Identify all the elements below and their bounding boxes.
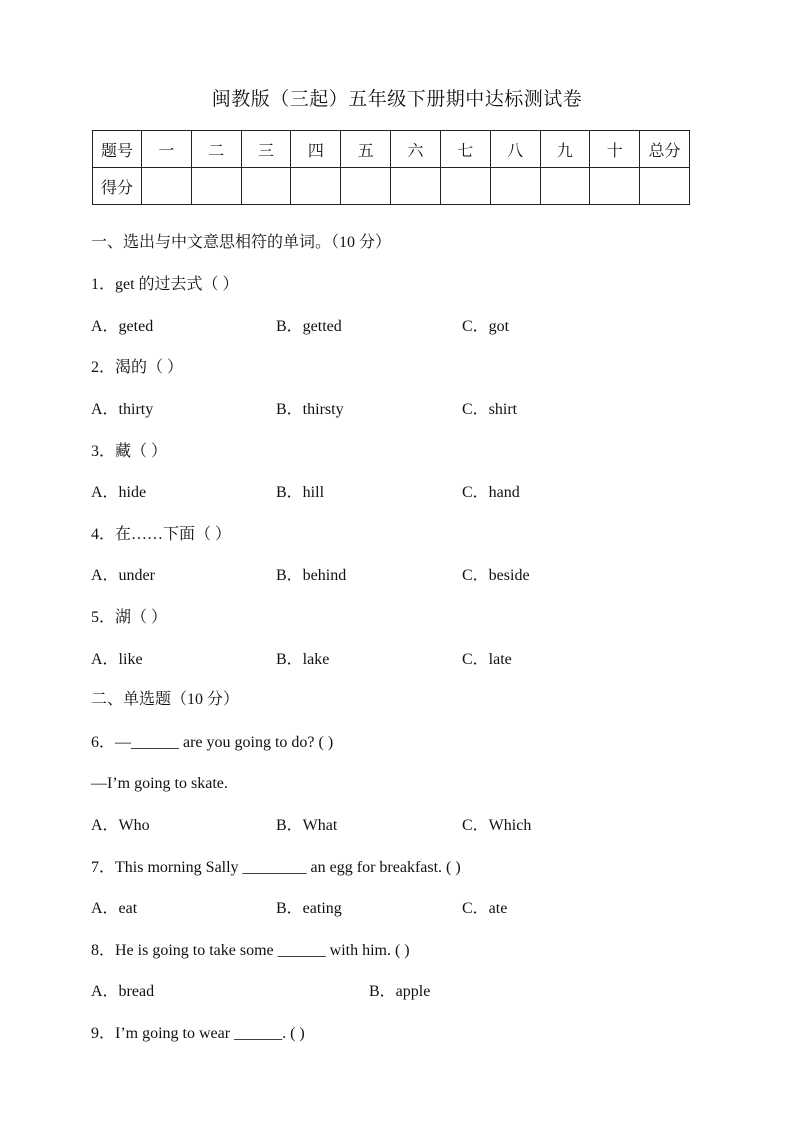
option-b[interactable]: B．What	[276, 817, 338, 834]
score-cell[interactable]	[440, 168, 490, 205]
question-stem: 2．渴的（ ）	[91, 359, 184, 376]
section-heading: 一、选出与中文意思相符的单词。（10 分）	[91, 234, 392, 251]
score-header-cell: 七	[440, 131, 490, 168]
score-cell[interactable]	[191, 168, 241, 205]
question-stem: 9．I’m going to wear ______. ( )	[91, 1025, 305, 1042]
option-b[interactable]: B．behind	[276, 567, 347, 584]
score-table	[92, 130, 690, 205]
option-b[interactable]: B．getted	[276, 318, 342, 335]
option-a[interactable]: A．geted	[91, 318, 154, 335]
option-b[interactable]: B．thirsty	[276, 401, 344, 418]
score-header-cell: 五	[341, 131, 391, 168]
score-cell[interactable]	[490, 168, 540, 205]
score-cell[interactable]	[391, 168, 441, 205]
option-a[interactable]: A．bread	[91, 983, 155, 1000]
question-stem: 5．湖（ ）	[91, 609, 168, 626]
option-c[interactable]: C．Which	[462, 817, 532, 834]
option-c[interactable]: C．got	[462, 318, 510, 335]
option-c[interactable]: C．shirt	[462, 401, 518, 418]
option-b[interactable]: B．eating	[276, 900, 342, 917]
score-header-cell: 四	[291, 131, 341, 168]
question-stem: 6．—______ are you going to do? ( )	[91, 734, 334, 751]
score-header-cell: 八	[490, 131, 540, 168]
question-stem: 8．He is going to take some ______ with him. ( )	[91, 942, 410, 959]
score-header-cell: 二	[191, 131, 241, 168]
question-stem: 7．This morning Sally ________ an egg for breakfast. ( )	[91, 859, 461, 876]
score-header-cell: 一	[142, 131, 192, 168]
question-stem: 4．在……下面（ ）	[91, 526, 232, 543]
score-cell[interactable]	[142, 168, 192, 205]
score-table-header-row	[93, 131, 690, 168]
score-cell[interactable]	[341, 168, 391, 205]
score-header-cell: 总分	[640, 131, 690, 168]
score-header-cell: 十	[590, 131, 640, 168]
option-c[interactable]: C．late	[462, 651, 512, 668]
option-a[interactable]: A．under	[91, 567, 155, 584]
score-header-cell: 六	[391, 131, 441, 168]
score-header-cell: 三	[241, 131, 291, 168]
answer-line: —I’m going to skate.	[91, 775, 228, 792]
score-cell[interactable]	[241, 168, 291, 205]
score-header-cell: 题号	[93, 131, 142, 168]
option-c[interactable]: C．ate	[462, 900, 508, 917]
score-header-cell: 九	[540, 131, 590, 168]
option-a[interactable]: A．like	[91, 651, 143, 668]
option-a[interactable]: A．eat	[91, 900, 138, 917]
option-b[interactable]: B．hill	[276, 484, 325, 501]
option-a[interactable]: A．Who	[91, 817, 150, 834]
option-c[interactable]: C．beside	[462, 567, 530, 584]
section-heading: 二、单选题（10 分）	[91, 691, 240, 708]
option-a[interactable]: A．thirty	[91, 401, 154, 418]
option-b[interactable]: B．lake	[276, 651, 330, 668]
option-a[interactable]: A．hide	[91, 484, 147, 501]
score-table-score-row	[93, 168, 690, 205]
score-cell[interactable]	[640, 168, 690, 205]
score-cell[interactable]	[291, 168, 341, 205]
score-cell[interactable]	[590, 168, 640, 205]
question-stem: 3．藏（ ）	[91, 443, 168, 460]
page-title: 闽教版（三起）五年级下册期中达标测试卷	[211, 89, 583, 110]
question-stem: 1．get 的过去式（ ）	[91, 276, 239, 293]
option-b[interactable]: B．apple	[369, 983, 431, 1000]
option-c[interactable]: C．hand	[462, 484, 520, 501]
score-row-label: 得分	[93, 168, 142, 205]
score-cell[interactable]	[540, 168, 590, 205]
